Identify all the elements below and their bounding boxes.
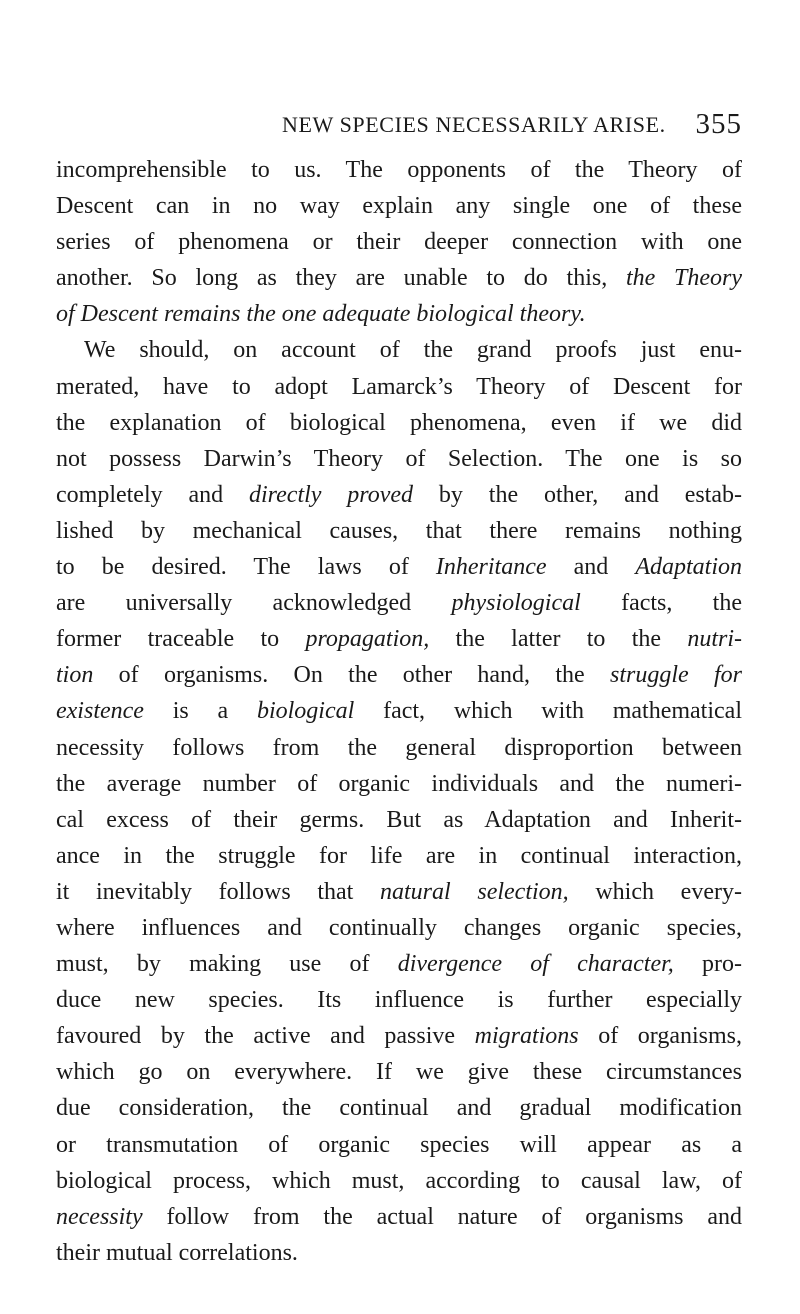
text-segment: must, by making use of bbox=[56, 951, 398, 978]
text-segment: where influences and continually changes organic species, bbox=[56, 914, 742, 941]
text-segment: it inevitably follows that bbox=[56, 878, 381, 905]
text-segment: due consideration, the continual and gradual modification bbox=[56, 1095, 742, 1122]
text-segment: follow from the actual nature of organisms and bbox=[142, 1203, 742, 1230]
text-segment: incomprehensible to us. The opponents of the Theory of bbox=[56, 157, 742, 183]
text-line bbox=[56, 188, 742, 224]
text-line bbox=[56, 477, 742, 513]
italic-text: of Descent remains the one adequate biological theory. bbox=[56, 301, 586, 328]
text-segment: former traceable to bbox=[56, 626, 306, 653]
text-segment: or transmutation of organic species will appear as a bbox=[56, 1131, 742, 1158]
text-segment: facts, the bbox=[580, 590, 743, 617]
text-segment: of organisms. On the other hand, the bbox=[93, 662, 610, 689]
text-segment: and bbox=[546, 554, 636, 581]
text-line bbox=[56, 1090, 742, 1126]
text-segment: lished by mechanical causes, that there remains nothing bbox=[56, 517, 742, 544]
text-segment: We should, on account of the grand proofs just enu- bbox=[84, 337, 742, 364]
text-line bbox=[56, 1018, 742, 1054]
text-line bbox=[56, 874, 742, 910]
text-segment: favoured by the active and passive bbox=[56, 1023, 475, 1050]
text-line bbox=[56, 982, 742, 1018]
text-line bbox=[56, 946, 742, 982]
text-line bbox=[56, 838, 742, 874]
text-segment: of organisms, bbox=[578, 1023, 742, 1050]
text-segment: their mutual correlations. bbox=[56, 1239, 298, 1266]
text-segment: which go on everywhere. If we give these circumstances bbox=[56, 1059, 742, 1086]
text-line bbox=[56, 1163, 742, 1199]
italic-text: biological bbox=[256, 698, 355, 725]
text-segment: Descent can in no way explain any single one of these bbox=[56, 193, 742, 220]
text-segment: the explanation of biological phenomena, even if we did bbox=[56, 409, 742, 436]
text-line bbox=[56, 1054, 742, 1090]
text-segment: biological process, which must, according to causal law, of bbox=[56, 1167, 742, 1194]
italic-text: the Theory bbox=[625, 265, 743, 292]
running-head bbox=[282, 108, 742, 152]
text-segment: another. So long as they are unable to do this, bbox=[56, 265, 626, 292]
text-line bbox=[56, 1235, 742, 1271]
text-line bbox=[56, 730, 742, 766]
text-line bbox=[56, 621, 742, 657]
running-title: NEW SPECIES NECESSARILY ARISE. bbox=[282, 112, 666, 137]
text-segment: ance in the struggle for life are in continual interaction, bbox=[56, 842, 742, 869]
text-segment: by the other, and estab- bbox=[413, 481, 742, 508]
text-segment: fact, which with mathematical bbox=[354, 698, 742, 725]
page-number: 355 bbox=[695, 108, 742, 140]
text-line bbox=[56, 369, 742, 405]
italic-text: directly proved bbox=[249, 481, 414, 508]
text-segment: to be desired. The laws of bbox=[56, 554, 436, 581]
text-line bbox=[56, 766, 742, 802]
italic-text: nutri- bbox=[687, 626, 743, 653]
italic-text: struggle for bbox=[610, 662, 742, 689]
text-segment: necessity follows from the general disproportion between bbox=[56, 734, 742, 761]
text-line bbox=[56, 910, 742, 946]
text-segment: not possess Darwin’s Theory of Selection. The one is so bbox=[56, 445, 742, 472]
text-segment: series of phenomena or their deeper connection with one bbox=[56, 229, 742, 256]
text-segment: the average number of organic individuals and the numeri- bbox=[56, 770, 742, 797]
text-segment: which every- bbox=[568, 878, 742, 905]
text-segment: pro- bbox=[673, 951, 742, 978]
text-segment: merated, have to adopt Lamarck’s Theory of Descent for bbox=[56, 373, 742, 400]
text-line bbox=[56, 802, 742, 838]
text-segment: the latter to the bbox=[429, 626, 688, 653]
italic-text: Inheritance bbox=[435, 554, 547, 581]
text-line bbox=[56, 332, 742, 368]
text-line bbox=[56, 693, 742, 729]
text-line bbox=[56, 1127, 742, 1163]
italic-text: physiological bbox=[451, 590, 581, 617]
text-line bbox=[56, 152, 742, 188]
text-line bbox=[56, 441, 742, 477]
text-line bbox=[56, 657, 742, 693]
text-line bbox=[56, 405, 742, 441]
text-line bbox=[56, 296, 742, 332]
text-line bbox=[56, 513, 742, 549]
body-text bbox=[56, 152, 742, 1271]
text-line bbox=[56, 1199, 742, 1235]
text-line bbox=[56, 585, 742, 621]
italic-text: natural selection, bbox=[380, 878, 569, 905]
text-segment: are universally acknowledged bbox=[56, 590, 452, 617]
text-line bbox=[56, 224, 742, 260]
text-line bbox=[56, 260, 742, 296]
text-segment: completely and bbox=[56, 481, 250, 508]
italic-text: divergence of character, bbox=[397, 951, 674, 978]
text-segment: duce new species. Its influence is further especially bbox=[56, 987, 742, 1014]
italic-text: tion bbox=[56, 662, 94, 689]
italic-text: existence bbox=[56, 698, 144, 725]
italic-text: Adaptation bbox=[635, 554, 742, 581]
text-segment: cal excess of their germs. But as Adaptation and Inherit- bbox=[56, 806, 742, 833]
italic-text: migrations bbox=[474, 1023, 579, 1050]
italic-text: necessity bbox=[56, 1203, 143, 1230]
text-segment: is a bbox=[143, 698, 257, 725]
italic-text: propagation, bbox=[305, 626, 430, 653]
text-line bbox=[56, 549, 742, 585]
